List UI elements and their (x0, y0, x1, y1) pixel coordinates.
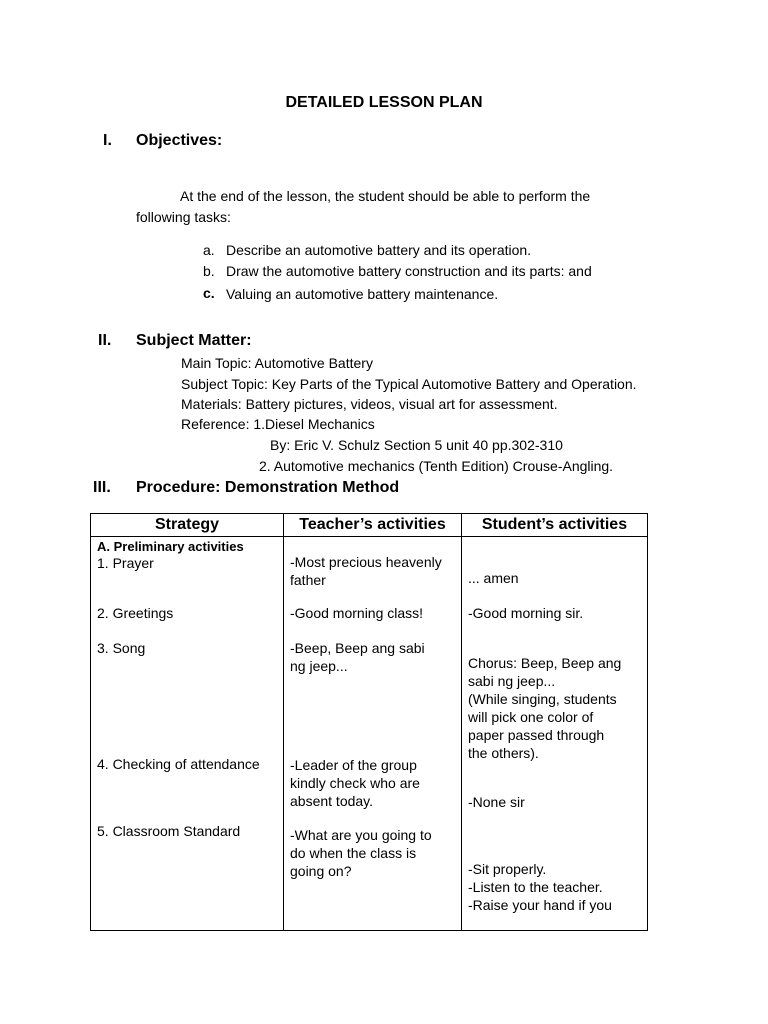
subject-topic: Subject Topic: Key Parts of the Typical Automotive Battery and Operation. (181, 376, 637, 392)
reference-1: Reference: 1.Diesel Mechanics (181, 416, 375, 432)
reference-2: 2. Automotive mechanics (Tenth Edition) Crouse-Angling. (259, 458, 614, 474)
preliminary-activities-label: A. Preliminary activities (97, 539, 244, 554)
teacher-line: going on? (290, 863, 352, 879)
table-header-row (91, 514, 648, 537)
section-number-objectives: I. (103, 132, 112, 149)
procedure-heading: Procedure: Demonstration Method (136, 479, 400, 496)
strategy-item: 1. Prayer (97, 555, 154, 571)
teacher-activities-cell (284, 537, 462, 931)
header-teacher-activities: Teacher’s activities (284, 514, 462, 537)
student-line: -Good morning sir. (468, 605, 584, 621)
objective-text-a: Describe an automotive battery and its operation. (226, 242, 532, 258)
section-number-procedure: III. (93, 479, 111, 496)
objectives-intro-line1: At the end of the lesson, the student should be able to perform the (180, 188, 591, 204)
teacher-line: -Good morning class! (290, 605, 424, 621)
teacher-line: -Most precious heavenly (290, 554, 442, 570)
objective-label-a: a. (203, 242, 215, 258)
procedure-table (90, 513, 648, 931)
student-line: -None sir (468, 794, 525, 810)
student-line: will pick one color of (468, 709, 594, 725)
teacher-line: kindly check who are (290, 775, 420, 791)
section-number-subject-matter: II. (98, 332, 112, 349)
student-line: -Listen to the teacher. (468, 879, 603, 895)
main-topic: Main Topic: Automotive Battery (181, 355, 373, 371)
strategy-cell (91, 537, 284, 931)
student-line: (While singing, students (468, 691, 617, 707)
student-line: paper passed through (468, 727, 605, 743)
header-strategy: Strategy (91, 514, 284, 537)
student-line: sabi ng jeep... (468, 673, 556, 689)
strategy-item: 5. Classroom Standard (97, 823, 241, 839)
teacher-line: -Beep, Beep ang sabi (290, 640, 425, 656)
strategy-item: 3. Song (97, 640, 146, 656)
student-line: ... amen (468, 570, 519, 586)
strategy-item: 4. Checking of attendance (97, 756, 260, 772)
materials: Materials: Battery pictures, videos, visual art for assessment. (181, 396, 558, 412)
reference-1-author: By: Eric V. Schulz Section 5 unit 40 pp.302-310 (270, 437, 563, 453)
teacher-line: -What are you going to (290, 827, 432, 843)
student-line: the others). (468, 745, 539, 761)
objective-label-b: b. (203, 263, 215, 279)
student-activities-cell (462, 537, 648, 931)
teacher-line: father (290, 572, 326, 588)
teacher-line: absent today. (290, 793, 374, 809)
document-title: DETAILED LESSON PLAN (285, 94, 483, 111)
student-line: -Sit properly. (468, 861, 547, 877)
objectives-intro-line2: following tasks: (136, 209, 231, 225)
objectives-heading: Objectives: (136, 132, 223, 149)
subject-matter-heading: Subject Matter: (136, 332, 252, 349)
objective-label-c: c. (203, 285, 215, 301)
strategy-item: 2. Greetings (97, 605, 174, 621)
objective-text-c: Valuing an automotive battery maintenance. (226, 286, 499, 302)
student-line: -Raise your hand if you (468, 897, 612, 913)
header-student-activities: Student’s activities (462, 514, 648, 537)
table-row (91, 537, 648, 931)
student-line: Chorus: Beep, Beep ang (468, 655, 622, 671)
teacher-line: do when the class is (290, 845, 417, 861)
teacher-line: -Leader of the group (290, 757, 417, 773)
teacher-line: ng jeep... (290, 658, 348, 674)
objective-text-b: Draw the automotive battery construction and its parts: and (226, 263, 592, 279)
